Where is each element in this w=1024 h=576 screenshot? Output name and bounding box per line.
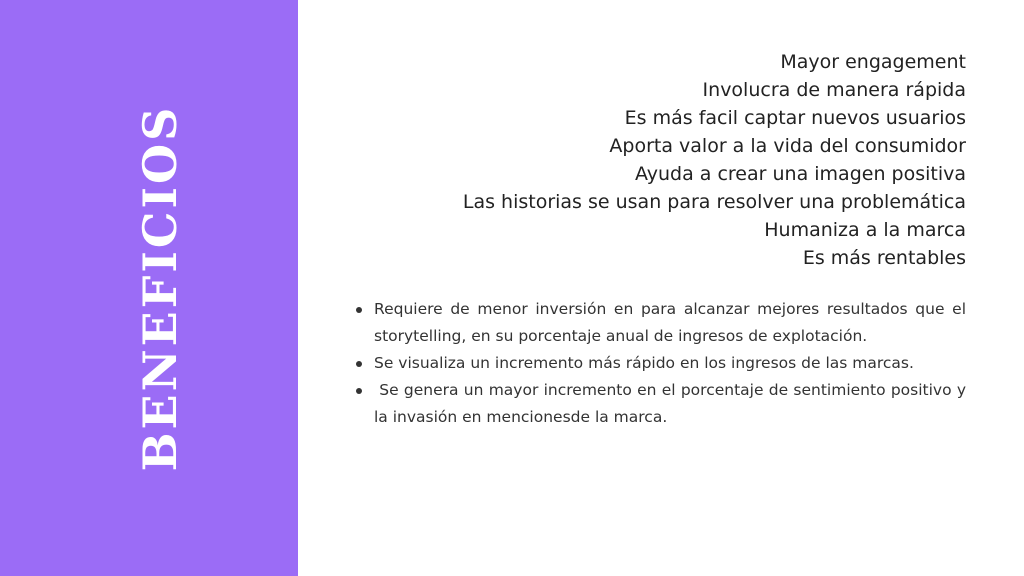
bullet-item bbox=[356, 377, 971, 431]
bullet-dot-icon bbox=[356, 307, 362, 313]
bullet-text: Requiere de menor inversión en para alcanzar mejores resultados que el storytelling, en su porcentaje anual de ingresos de explotación. bbox=[374, 300, 966, 345]
benefits-list bbox=[326, 48, 966, 272]
bullet-dot-icon bbox=[356, 361, 362, 367]
benefit-item: Las historias se usan para resolver una problemática bbox=[462, 191, 966, 213]
bullet-list bbox=[356, 296, 971, 431]
bullet-text: Se visualiza un incremento más rápido en los ingresos de las marcas. bbox=[374, 354, 914, 372]
bullet-text: Se genera un mayor incremento en el porcentaje de sentimiento positivo y la invasión en mencionesde la marca. bbox=[374, 381, 971, 426]
bullet-item bbox=[356, 350, 966, 377]
bullet-item bbox=[356, 296, 966, 350]
benefit-item: Aporta valor a la vida del consumidor bbox=[609, 135, 966, 157]
benefit-item: Es más rentables bbox=[802, 247, 966, 269]
bullet-dot-icon bbox=[356, 388, 362, 394]
benefit-item: Involucra de manera rápida bbox=[702, 79, 966, 101]
side-title: BENEFICIOS bbox=[133, 104, 187, 472]
benefit-item: Mayor engagement bbox=[780, 51, 966, 73]
benefit-item: Ayuda a crear una imagen positiva bbox=[635, 163, 966, 185]
benefit-item: Humaniza a la marca bbox=[764, 219, 966, 241]
benefit-item: Es más facil captar nuevos usuarios bbox=[624, 107, 966, 129]
side-panel bbox=[0, 0, 298, 576]
